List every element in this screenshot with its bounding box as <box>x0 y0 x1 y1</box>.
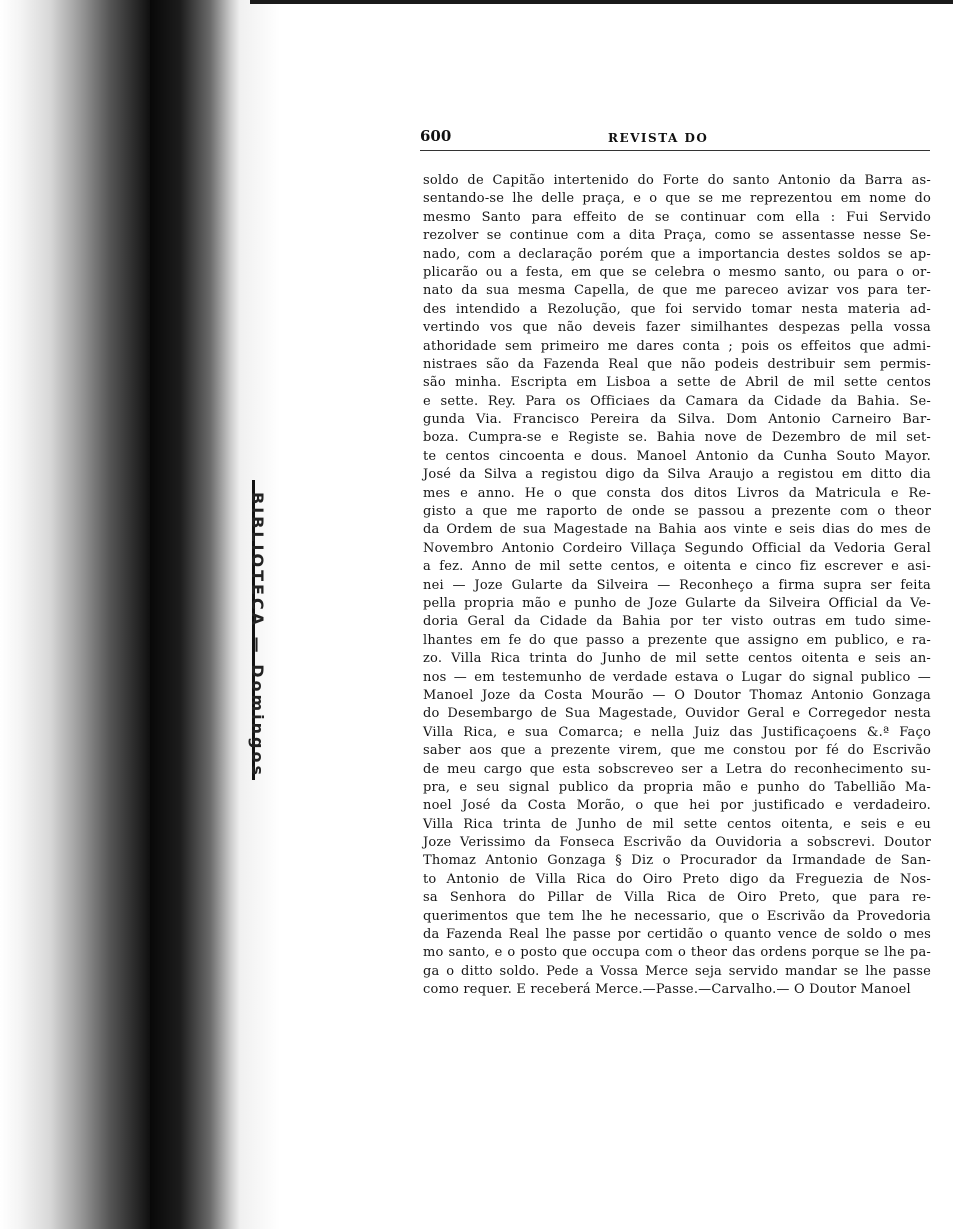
text-line: doria Geral da Cidade da Bahia por ter visto outras em tudo sime- <box>423 614 931 630</box>
text-line: Villa Rica, e sua Comarca; e nella Juiz das Justificaçoens &.ª Faço <box>423 724 931 740</box>
text-line: mo santo, e o posto que occupa com o theor das ordens porque se lhe pa- <box>423 945 931 961</box>
text-line: nato da sua mesma Capella, de que me pareceo avizar vos para ter- <box>423 283 931 299</box>
text-line: e sette. Rey. Para os Officiaes da Camara da Cidade da Bahia. Se- <box>423 393 931 409</box>
text-line: querimentos que tem lhe he necessario, que o Escrivão da Provedoria <box>423 908 931 924</box>
book-binding-shadow <box>150 0 240 1229</box>
library-stamp <box>230 480 280 780</box>
text-line: mes e anno. He o que consta dos ditos Livros da Matricula e Re- <box>423 485 931 501</box>
text-line: des intendido a Rezolução, que foi servido tomar nesta materia ad- <box>423 301 931 317</box>
text-line: noel José da Costa Morão, o que hei por justificado e verdadeiro. <box>423 798 931 814</box>
text-line: soldo de Capitão intertenido do Forte do santo Antonio da Barra as- <box>423 173 931 188</box>
text-line: Thomaz Antonio Gonzaga § Diz o Procurador da Irmandade de San- <box>423 853 931 869</box>
text-line: sa Senhora do Pillar de Villa Rica de Oiro Preto, que para re- <box>423 890 931 906</box>
text-line: boza. Cumpra-se e Registe se. Bahia nove de Dezembro de mil set- <box>423 430 931 446</box>
text-line: te centos cincoenta e dous. Manoel Antonio da Cunha Souto Mayor. <box>423 448 931 464</box>
text-line: nos — em testemunho de verdade estava o Lugar do signal publico — <box>423 669 931 685</box>
header-rule <box>420 150 930 151</box>
text-line: gisto a que me raporto de onde se passou a prezente com o theor <box>423 504 931 520</box>
text-line: da Ordem de sua Magestade na Bahia aos vinte e seis dias do mes de <box>423 522 931 538</box>
text-line: mesmo Santo para effeito de se continuar com ella : Fui Servido <box>423 209 931 225</box>
page-top-edge <box>250 0 953 4</box>
text-line: zo. Villa Rica trinta do Junho de mil sette centos oitenta e seis an- <box>423 651 931 667</box>
text-line: de meu cargo que esta sobscreveo ser a Letra do reconhecimento su- <box>423 761 931 777</box>
text-line: lhantes em fe do que passo a prezente que assigno em publico, e ra- <box>423 632 931 648</box>
text-line: nistraes são da Fazenda Real que não podeis destribuir sem permis- <box>423 356 931 372</box>
text-line: gunda Via. Francisco Pereira da Silva. Dom Antonio Carneiro Bar- <box>423 412 931 428</box>
text-line: Manoel Joze da Costa Mourão — O Doutor Thomaz Antonio Gonzaga <box>423 687 931 703</box>
text-line: plicarão ou a festa, em que se celebra o mesmo santo, ou para o or- <box>423 264 931 280</box>
text-line: sentando-se lhe delle praça, e o que se me reprezentou em nome do <box>423 191 931 207</box>
text-line: a fez. Anno de mil sette centos, e oitenta e cinco fiz escrever e asi- <box>423 559 931 575</box>
text-line: Novembro Antonio Cordeiro Villaça Segundo Official da Vedoria Geral <box>423 540 931 556</box>
text-line: nado, com a declaração porém que a importancia destes soldos se ap- <box>423 246 931 262</box>
page-number: 600 <box>420 127 452 145</box>
scan-gutter <box>0 0 150 1229</box>
text-line: José da Silva a registou digo da Silva Araujo a registou em ditto dia <box>423 467 931 483</box>
text-line: pra, e seu signal publico da propria mão e punho do Tabellião Ma- <box>423 779 931 795</box>
text-line: athoridade sem primeiro me dares conta ; pois os effeitos que admi- <box>423 338 931 354</box>
text-line: da Fazenda Real lhe passe por certidão o quanto vence de soldo o mes <box>423 927 931 943</box>
text-line: vertindo vos que não deveis fazer similhantes despezas pella vossa <box>423 320 931 336</box>
stamp-text: BIBLIOTECA — Domingos <box>248 492 267 778</box>
text-line: como requer. E receberá Merce.—Passe.—Carvalho.— O Doutor Manoel <box>423 982 911 998</box>
book-page <box>418 120 933 1080</box>
text-line: to Antonio de Villa Rica do Oiro Preto digo da Freguezia de Nos- <box>423 871 931 887</box>
text-line: ga o ditto soldo. Pede a Vossa Merce seja servido mandar se lhe passe <box>423 963 931 979</box>
page-header <box>418 127 933 147</box>
text-line: são minha. Escripta em Lisboa a sette de Abril de mil sette centos <box>423 375 931 391</box>
text-line: do Desembargo de Sua Magestade, Ouvidor Geral e Corregedor nesta <box>423 706 931 722</box>
text-line: Joze Verissimo da Fonseca Escrivão da Ouvidoria a sobscrevi. Doutor <box>423 835 931 851</box>
text-line: nei — Joze Gularte da Silveira — Reconheço a firma supra ser feita <box>423 577 931 593</box>
text-line: Villa Rica trinta de Junho de mil sette centos oitenta, e seis e eu <box>423 816 931 832</box>
running-title: REVISTA DO <box>608 131 709 145</box>
text-line: saber aos que a prezente virem, que me constou por fé do Escrivão <box>423 743 931 759</box>
text-line: rezolver se continue com a dita Praça, como se assentasse nesse Se- <box>423 228 931 244</box>
body-text <box>423 172 931 1000</box>
text-line: pella propria mão e punho de Joze Gularte da Silveira Official da Ve- <box>423 595 931 611</box>
